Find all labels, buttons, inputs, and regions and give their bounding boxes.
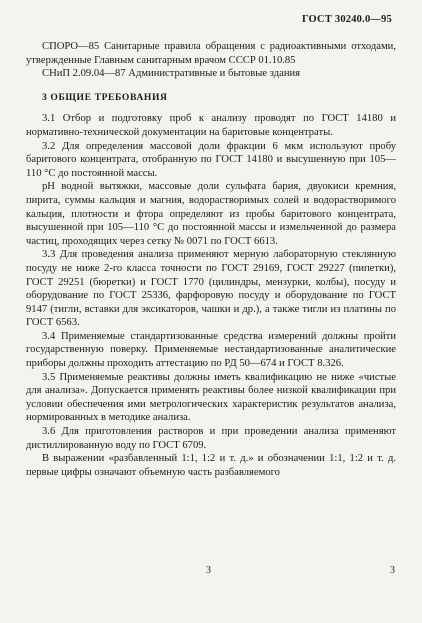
paragraph-3-2: 3.2 Для определения массовой доли фракции 6 мкм используют пробу баритового концентрата, отобранную по ГОСТ 14180 и высушенную при 105—110 °С до постоянной массы. (26, 140, 396, 179)
document-body (26, 40, 396, 479)
page-number-right: 3 (390, 565, 395, 576)
paragraph-3-3: 3.3 Для проведения анализа применяют мерную лабораторную стеклянную посуду не ниже 2-го класса точности по ГОСТ 29169, ГОСТ 29227 (пипетки), ГОСТ 29251 (бюретки) и ГОСТ 1770 (цилиндры, мензурки, колбы), посуду и оборудование по ГОСТ 25336, фарфоровую посуду и оборудование по ГОСТ 9147 (тигли, вставки для эксикаторов, чашки и др.), а также тигли из платины по ГОСТ 6563. (26, 249, 396, 329)
document-id-header: ГОСТ 30240.0—95 (301, 14, 392, 25)
paragraph-dilution: В выражении «разбавленный 1:1, 1:2 и т. д.» и обозначении 1:1, 1:2 и т. д. первые цифры означают объемную часть разбавляемого (26, 453, 396, 478)
paragraph-3-6: 3.6 Для приготовления растворов и при проведении анализа применяют дистиллированную воду по ГОСТ 6709. (26, 426, 396, 451)
section-heading: 3 ОБЩИЕ ТРЕБОВАНИЯ (42, 91, 168, 103)
paragraph-3-1: 3.1 Отбор и подготовку проб к анализу проводят по ГОСТ 14180 и нормативно-технической документации на баритовые концентраты. (26, 113, 396, 138)
paragraph-3-4: 3.4 Применяемые стандартизованные средства измерений должны пройти государственную поверку. Применяемые нестандартизованные аналитические приборы должны проходить аттестацию по РД 50—674 и ГОСТ 8.326. (26, 330, 396, 370)
reference-line: СНиП 2.09.04—87 Административные и бытовые здания (42, 68, 301, 80)
paragraph-ph: pH водной вытяжки, массовые доли сульфата бария, двуокиси кремния, пирита, суммы кальция и магния, водорастворимых солей и водорастворимого кальция, плотности и фтора определяют из пробы баритового концентрата, высушенной при 105—110 °С до постоянной массы и измельченной до размера частиц, проходящих через сетку № 0071 по ГОСТ 6613. (26, 181, 396, 247)
page-number-center: 3 (206, 565, 211, 576)
paragraph-3-5: 3.5 Применяемые реактивы должны иметь квалификацию не ниже «чистые для анализа». Допускается применять реактивы более низкой квалификации при условии обеспечения ими метрологических характеристик результатов анализа, нормированных в методике анализа. (26, 371, 396, 424)
reference-line: СПОРО—85 Санитарные правила обращения с радиоактивными отходами, утвержденные Главным санитарным врачом СССР 01.10.85 (26, 41, 396, 66)
